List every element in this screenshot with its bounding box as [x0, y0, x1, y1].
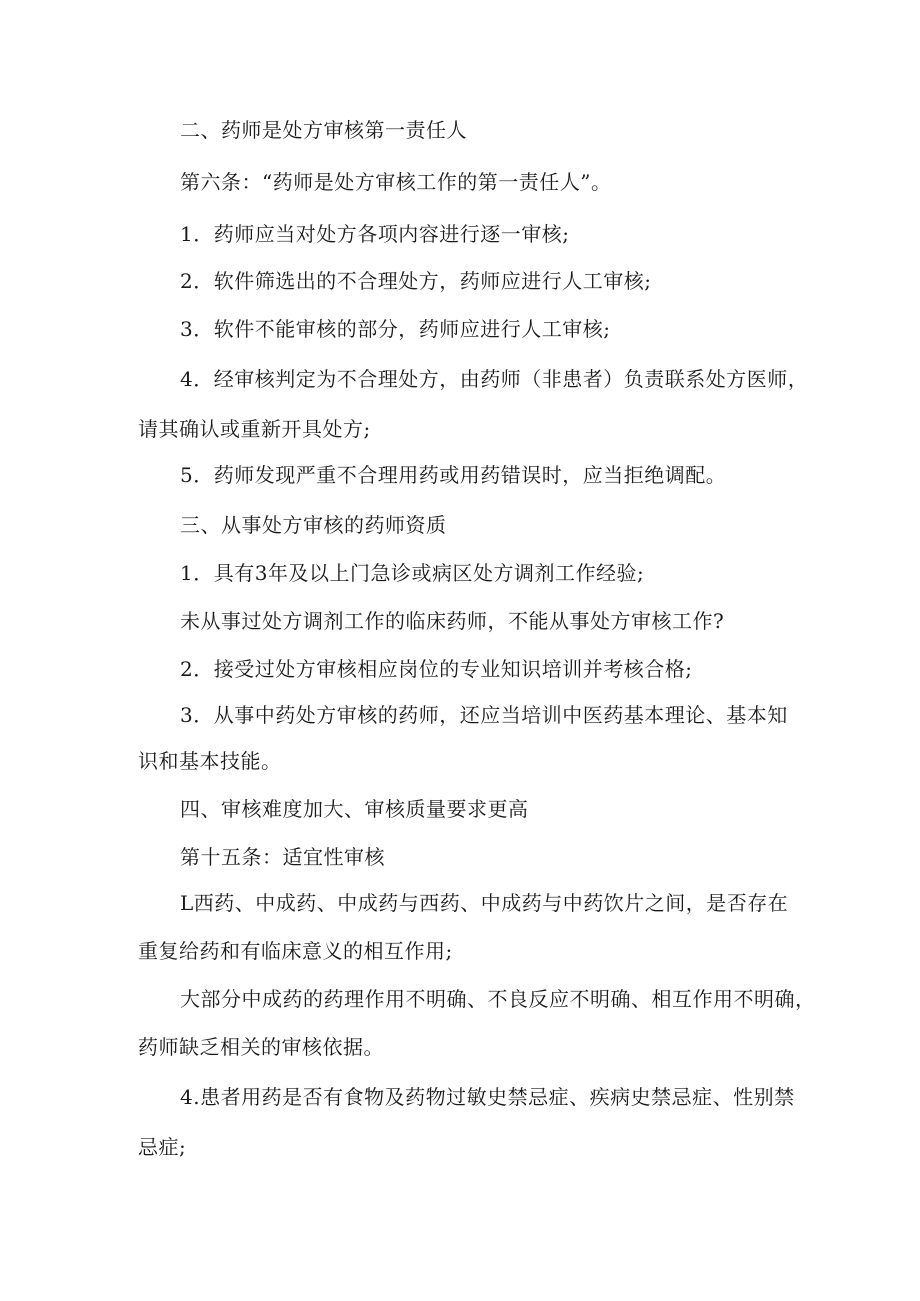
appropriateness-item-4: 4.患者用药是否有食物及药物过敏史禁忌症、疾病史禁忌症、性别禁	[180, 1085, 795, 1109]
paragraph-item-4-cont: 请其确认或重新开具处方;	[138, 417, 371, 441]
section-heading-2: 二、药师是处方审核第一责任人	[180, 118, 467, 142]
appropriateness-note: 大部分中成药的药理作用不明确、不良反应不明确、相互作用不明确，	[180, 987, 816, 1011]
article-15: 第十五条：适宜性审核	[180, 845, 385, 869]
paragraph-item-1: 1．药师应当对处方各项内容进行逐一审核;	[180, 222, 570, 246]
section-heading-3: 三、从事处方审核的药师资质	[180, 513, 447, 537]
paragraph-item-4: 4．经审核判定为不合理处方，由药师（非患者）负责联系处方医师，	[180, 367, 809, 391]
paragraph-item-3: 3．软件不能审核的部分，药师应进行人工审核;	[180, 317, 611, 341]
qualification-note: 未从事过处方调剂工作的临床药师，不能从事处方审核工作?	[180, 609, 725, 633]
qualification-item-2: 2．接受过处方审核相应岗位的专业知识培训并考核合格;	[180, 657, 693, 681]
article-6: 第六条：“药师是处方审核工作的第一责任人”。	[180, 170, 612, 194]
qualification-item-3-cont: 识和基本技能。	[138, 749, 282, 773]
qualification-item-1: 1．具有3年及以上门急诊或病区处方调剂工作经验;	[180, 561, 645, 585]
appropriateness-item-4-cont: 忌症;	[138, 1135, 187, 1159]
qualification-item-3: 3．从事中药处方审核的药师，还应当培训中医药基本理论、基本知	[180, 703, 788, 727]
paragraph-item-5: 5．药师发现严重不合理用药或用药错误时，应当拒绝调配。	[180, 463, 727, 487]
appropriateness-item-1: L西药、中成药、中成药与西药、中成药与中药饮片之间，是否存在	[180, 891, 789, 915]
section-heading-4: 四、审核难度加大、审核质量要求更高	[180, 797, 529, 821]
paragraph-item-2: 2．软件筛选出的不合理处方，药师应进行人工审核;	[180, 269, 652, 293]
appropriateness-item-1-cont: 重复给药和有临床意义的相互作用;	[138, 939, 453, 963]
appropriateness-note-cont: 药师缺乏相关的审核依据。	[138, 1035, 384, 1059]
